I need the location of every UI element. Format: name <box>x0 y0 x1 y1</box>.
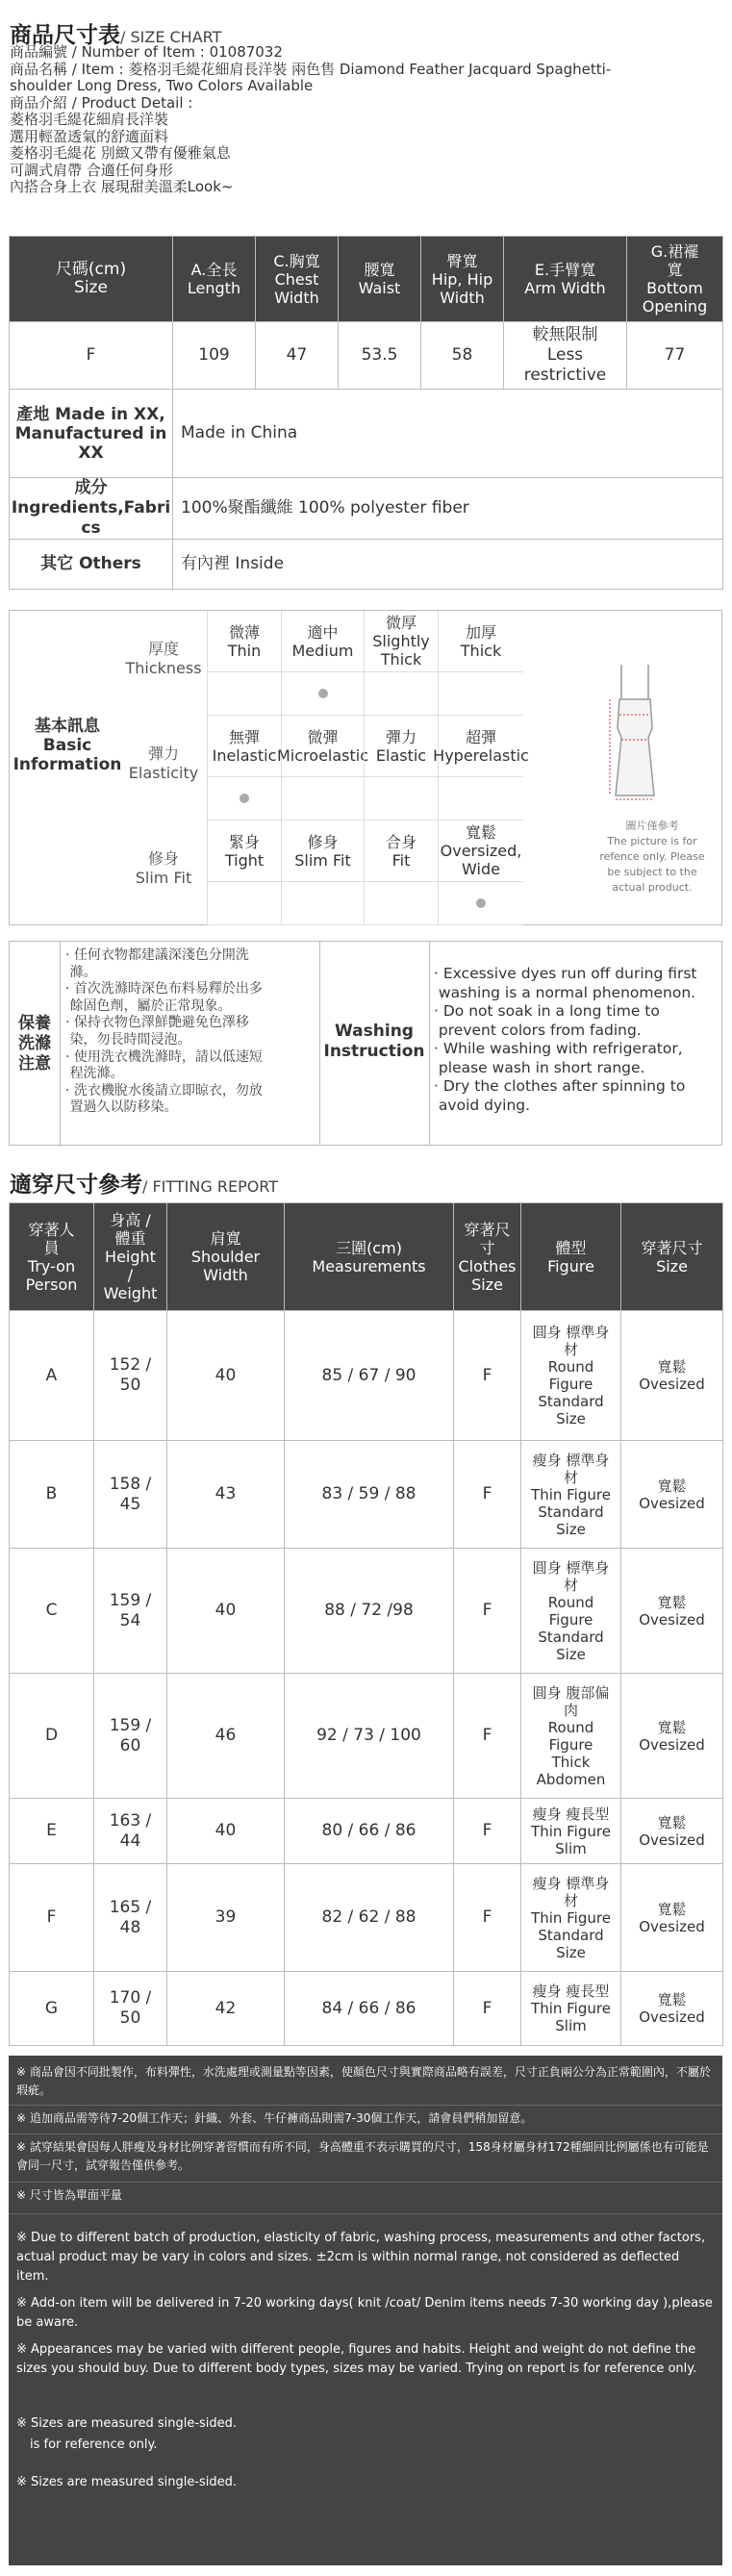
product-info-line: shoulder Long Dress, Two Colors Available <box>10 77 314 94</box>
basic-info-elasticity-indicator <box>207 777 281 821</box>
basic-info-thickness-option: 微薄 Thin <box>207 611 281 672</box>
size-header-cell: E.手臂寬 Arm Width <box>504 237 627 322</box>
product-info-line: 菱格羽毛緹花 別緻又帶有優雅氣息 <box>10 144 231 162</box>
product-info-line: 商品介紹 / Product Detail : <box>10 93 193 112</box>
origin-value: Made in China <box>173 390 723 478</box>
fitting-cell: 寬鬆 Ovesized <box>621 1972 723 2046</box>
fabric-value: 100%聚酯纖維 100% polyester fiber <box>173 478 723 540</box>
selected-dot-icon <box>318 689 328 698</box>
note-zh: ※ 商品會因不同批製作，布料彈性，水洗處理或測量點等因素，使顏色尺寸與實際商品略有誤差，尺寸正負兩公分為正常範圍內，不屬於瑕疵。 <box>16 2065 711 2097</box>
basic-info-fit-label: 修身 Slim Fit <box>135 849 192 887</box>
fitting-cell: F <box>454 1549 521 1674</box>
divider <box>9 2213 722 2214</box>
fitting-cell: A <box>10 1311 94 1441</box>
fitting-cell: 88 / 72 /98 <box>285 1549 454 1674</box>
washing-panel <box>9 941 722 1146</box>
fitting-row <box>10 1972 723 2046</box>
size-value-cell: 109 <box>173 322 256 390</box>
fitting-cell: 40 <box>167 1799 285 1864</box>
basic-info-thickness-indicator <box>438 672 523 716</box>
size-chart-title-en: / SIZE CHART <box>120 28 222 46</box>
fitting-cell: G <box>10 1972 94 2046</box>
origin-label: 產地 Made in XX, Manufactured in XX <box>10 390 173 478</box>
divider <box>60 942 61 1145</box>
size-header-cell: C.胸寬 Chest Width <box>256 237 339 322</box>
selected-dot-icon <box>240 794 249 803</box>
basic-info-thickness-label: 厚度 Thickness <box>125 640 202 677</box>
basic-info-elasticity-option: 無彈 Inelastic <box>207 716 281 777</box>
fitting-header-cell: 體型 Figure <box>521 1203 621 1311</box>
size-value-cell: 77 <box>627 322 723 390</box>
fitting-header-cell: 身高 / 體重 Height / Weight <box>94 1203 167 1311</box>
size-header-cell: A.全長 Length <box>173 237 256 322</box>
basic-info-elasticity-option: 彈力 Elastic <box>364 716 438 777</box>
fitting-cell: F <box>454 1674 521 1799</box>
divider <box>9 2182 722 2183</box>
fitting-cell: 163 / 44 <box>94 1799 167 1864</box>
basic-info-fit-indicator <box>364 882 438 925</box>
fitting-cell: 瘦身 標準身 材 Thin Figure Standard Size <box>521 1441 621 1549</box>
fitting-cell: 寬鬆 Ovesized <box>621 1549 723 1674</box>
fitting-cell: E <box>10 1799 94 1864</box>
fitting-cell: 43 <box>167 1441 285 1549</box>
basic-info-elasticity-indicator <box>364 777 438 821</box>
fitting-cell: 寬鬆 Ovesized <box>621 1674 723 1799</box>
fitting-header-cell: 穿著尺 寸 Clothes Size <box>454 1203 521 1311</box>
fitting-cell: B <box>10 1441 94 1549</box>
product-info-line: 內搭合身上衣 展現甜美溫柔Look~ <box>10 178 234 195</box>
basic-info-thickness-option: 微厚 Slightly Thick <box>364 611 438 672</box>
fitting-cell: 39 <box>167 1864 285 1972</box>
fitting-header-cell: 穿著尺寸 Size <box>621 1203 723 1311</box>
fitting-cell: F <box>454 1311 521 1441</box>
fitting-header-cell: 三圍(cm) Measurements <box>285 1203 454 1311</box>
fitting-cell: 92 / 73 / 100 <box>285 1674 454 1799</box>
basic-info-elasticity-indicator <box>438 777 523 821</box>
note-en: ※ Appearances may be varied with different people, figures and habits. Height and weight do not define the sizes you should buy. Due to different body types, sizes may be varied. Trying on report is for reference only. <box>16 2342 697 2376</box>
fitting-cell: 圓身 標準身 材 Round Figure Standard Size <box>521 1549 621 1674</box>
fitting-cell: F <box>454 1799 521 1864</box>
note-en: ※ Add-on item will be delivered in 7-20 working days( knit /coat/ Denim items needs 7-30 working day ),please be aware. <box>16 2296 713 2330</box>
basic-info-elasticity-label: 彈力 Elasticity <box>128 745 199 782</box>
product-info-line: 商品編號 / Number of Item : 01087032 <box>10 43 283 61</box>
fitting-cell: 84 / 66 / 86 <box>285 1972 454 2046</box>
fitting-cell: 寬鬆 Ovesized <box>621 1864 723 1972</box>
washing-items-en: · Excessive dyes run off during first washing is a normal phenomenon. · Do not soak in a long time to prevent colors from fading. · While washing with refrigerator, please wash in short range. · Dry the clothes after spinning to avoid dying. <box>434 965 697 1114</box>
note-en: ※ Due to different batch of production, elasticity of fabric, washing process, measurements and other factors, actual product may be vary in colors and sizes. ±2cm is within normal range, not considered as deflected item. <box>16 2231 706 2284</box>
product-info <box>10 44 726 196</box>
fitting-cell: 圓身 腹部偏 肉 Round Figure Thick Abdomen <box>521 1674 621 1799</box>
size-value-cell: 58 <box>421 322 504 390</box>
basic-info-fit-indicator <box>281 882 364 925</box>
fitting-cell: 瘦身 瘦長型 Thin Figure Slim <box>521 1799 621 1864</box>
basic-info-fit-indicator <box>207 882 281 925</box>
notes-panel <box>9 2056 722 2565</box>
fitting-cell: F <box>454 1972 521 2046</box>
size-header-cell: 臀寬 Hip, Hip Width <box>421 237 504 322</box>
divider <box>429 942 430 1145</box>
fitting-row <box>10 1441 723 1549</box>
fitting-title-zh: 適穿尺寸參考 <box>10 1173 142 1198</box>
fabric-label: 成分 Ingredients,Fabrics <box>10 478 173 540</box>
fitting-header-cell: 穿著人 員 Try-on Person <box>10 1203 94 1311</box>
fitting-cell: F <box>454 1864 521 1972</box>
fitting-cell: 80 / 66 / 86 <box>285 1799 454 1864</box>
fitting-cell: 寬鬆 Ovesized <box>621 1441 723 1549</box>
size-chart-title-zh: 商品尺寸表 <box>10 23 120 48</box>
basic-info-fit-option: 合身 Fit <box>364 821 438 882</box>
fitting-cell: C <box>10 1549 94 1674</box>
fitting-cell: 圓身 標準身 材 Round Figure Standard Size <box>521 1311 621 1441</box>
product-info-line: 菱格羽毛緹花細肩長洋裝 <box>10 111 169 128</box>
divider <box>9 2105 722 2106</box>
fitting-header-cell: 肩寬 Shoulder Width <box>167 1203 285 1311</box>
fitting-cell: 159 / 54 <box>94 1549 167 1674</box>
fitting-cell: 170 / 50 <box>94 1972 167 2046</box>
basic-info-fit-option: 修身 Slim Fit <box>281 821 364 882</box>
fitting-cell: 寬鬆 Ovesized <box>621 1311 723 1441</box>
fitting-cell: 瘦身 瘦長型 Thin Figure Slim <box>521 1972 621 2046</box>
size-value-cell: 47 <box>256 322 339 390</box>
fitting-row <box>10 1311 723 1441</box>
fitting-cell: 158 / 45 <box>94 1441 167 1549</box>
size-value-cell: 較無限制 Less restrictive <box>504 322 627 390</box>
fitting-row <box>10 1864 723 1972</box>
fitting-row <box>10 1674 723 1799</box>
fitting-cell: 40 <box>167 1549 285 1674</box>
fitting-cell: 165 / 48 <box>94 1864 167 1972</box>
note-en: ※ Sizes are measured single-sided. <box>16 2475 238 2489</box>
fitting-row <box>10 1549 723 1674</box>
fitting-cell: 瘦身 標準身 材 Thin Figure Standard Size <box>521 1864 621 1972</box>
note-zh: ※ 追加商品需等待7-20個工作天；針織、外套、牛仔褲商品則需7-30個工作天，請會員們稍加留意。 <box>16 2111 533 2125</box>
basic-info-thickness-indicator <box>364 672 438 716</box>
fitting-cell: 152 / 50 <box>94 1311 167 1441</box>
fitting-row <box>10 1799 723 1864</box>
size-table <box>9 236 722 590</box>
basic-info-thickness-option: 加厚 Thick <box>438 611 523 672</box>
fitting-cell: 83 / 59 / 88 <box>285 1441 454 1549</box>
size-value-cell: F <box>10 322 173 390</box>
washing-label-zh: 保養 洗滌 注意 <box>18 1014 51 1073</box>
basic-info-elasticity-indicator <box>281 777 364 821</box>
note-en: is for reference only. <box>30 2437 158 2452</box>
note-zh: ※ 尺寸皆為單面平量 <box>16 2188 122 2202</box>
fitting-cell: 159 / 60 <box>94 1674 167 1799</box>
product-info-line: 商品名稱 / Item : 菱格羽毛緹花細肩長洋裝 兩色售 Diamond Feather Jacquard Spaghetti- <box>10 60 612 78</box>
basic-info-fit-option: 緊身 Tight <box>207 821 281 882</box>
washing-label-en: Washing Instruction <box>323 1022 425 1061</box>
fitting-heading <box>10 1167 721 1199</box>
size-header-cell: G.裙襬 寬 Bottom Opening <box>627 237 723 322</box>
fitting-title-en: / FITTING REPORT <box>142 1177 279 1196</box>
selected-dot-icon <box>476 898 486 908</box>
size-header-cell: 腰寬 Waist <box>339 237 421 322</box>
picture-note: 圖片僅參考 The picture is for refence only. Please be subject to the actual product. <box>599 820 705 894</box>
note-en: ※ Sizes are measured single-sided. <box>16 2416 238 2431</box>
note-zh: ※ 試穿結果會因每人胖瘦及身材比例穿著習慣而有所不同，身高體重不表示購買的尺寸，158身材屬身材172種細回比例屬係也有可能是會同一尺寸，試穿報告僅供參考。 <box>16 2140 709 2172</box>
fitting-cell: 40 <box>167 1311 285 1441</box>
basic-info-thickness-option: 適中 Medium <box>281 611 364 672</box>
fitting-cell: D <box>10 1674 94 1799</box>
basic-info-elasticity-option: 超彈 Hyperelastic <box>438 716 523 777</box>
basic-info-label: 基本訊息 Basic Information <box>13 717 122 774</box>
basic-info-elasticity-option: 微彈 Microelastic <box>281 716 364 777</box>
basic-info-thickness-indicator <box>281 672 364 716</box>
product-info-line: 可調式肩帶 合適任何身形 <box>10 161 173 179</box>
basic-info-fit-indicator <box>438 882 523 925</box>
basic-info-panel <box>9 610 722 925</box>
fitting-cell: F <box>10 1864 94 1972</box>
fitting-cell: 寬鬆 Ovesized <box>621 1799 723 1864</box>
fitting-cell: 85 / 67 / 90 <box>285 1311 454 1441</box>
others-value: 有內裡 Inside <box>173 540 723 590</box>
size-header-cell: 尺碼(cm) Size <box>10 237 173 322</box>
basic-info-grid <box>120 611 592 924</box>
washing-items-zh: · 任何衣物都建議深淺色分開洗 滌。 · 首次洗滌時深色布料易釋於出多 餘固色劑，屬於正常現象。 · 保持衣物色澤鮮艷避免色澤移 染，勿長時間浸泡。 · 使用洗衣機洗滌時，請以低速短 程洗滌。 · 洗衣機脫水後請立即晾衣，勿放 置過久以防移染。 <box>65 947 263 1116</box>
fitting-cell: 42 <box>167 1972 285 2046</box>
others-label: 其它 Others <box>10 540 173 590</box>
fitting-cell: 46 <box>167 1674 285 1799</box>
fitting-cell: 82 / 62 / 88 <box>285 1864 454 1972</box>
product-info-line: 選用輕盈透氣的舒適面料 <box>10 127 169 145</box>
basic-info-fit-option: 寬鬆 Oversized, Wide <box>438 821 523 882</box>
dress-diagram <box>598 661 671 805</box>
fitting-table <box>9 1202 722 2046</box>
fitting-cell: F <box>454 1441 521 1549</box>
size-value-cell: 53.5 <box>339 322 421 390</box>
basic-info-thickness-indicator <box>207 672 281 716</box>
